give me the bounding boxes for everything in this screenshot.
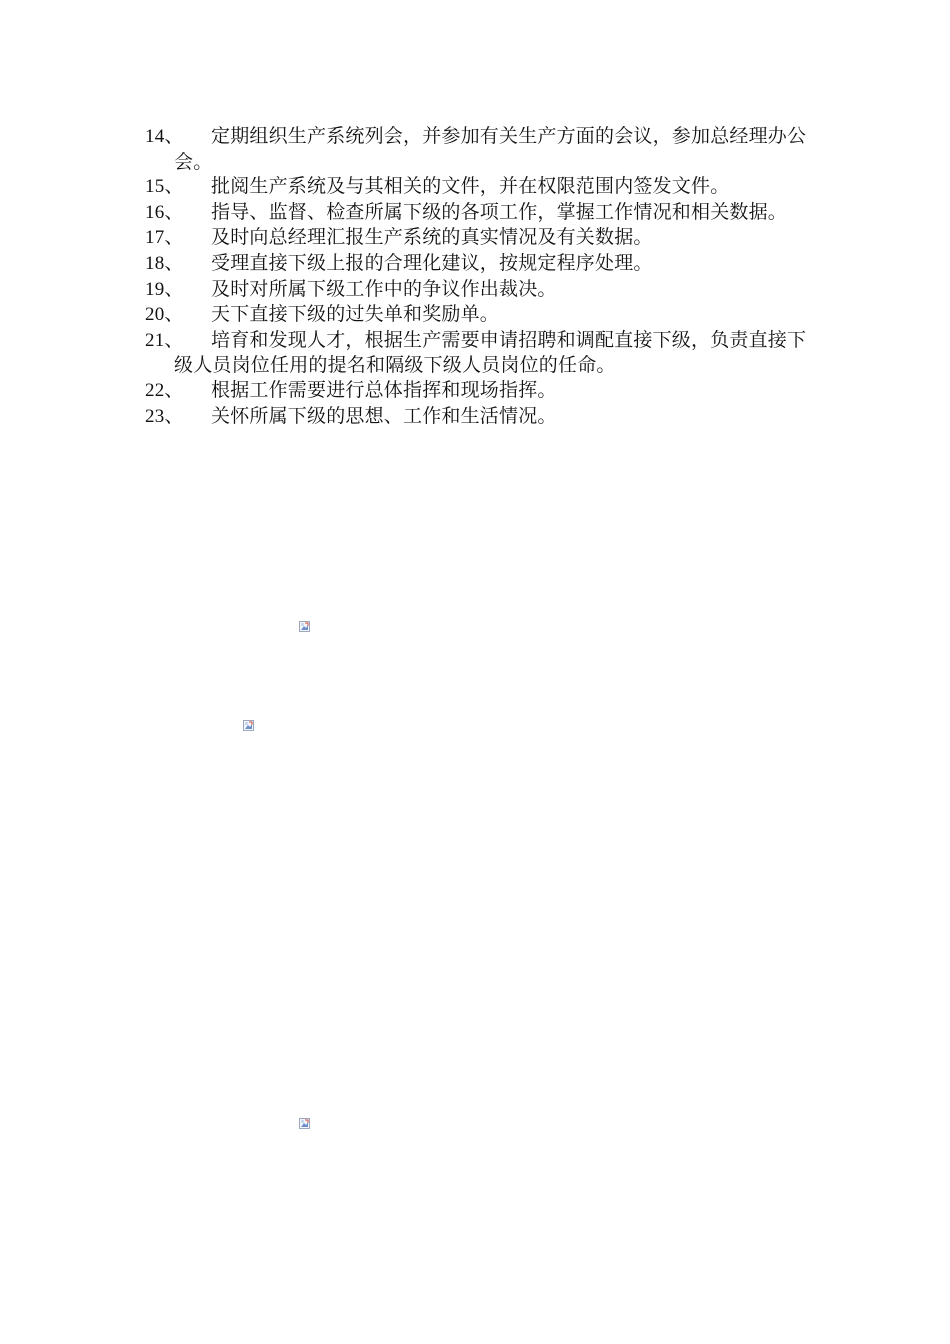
broken-image-icon	[299, 621, 310, 632]
list-item	[145, 378, 813, 404]
item-number: 16、	[145, 201, 184, 223]
item-text: 定期组织生产系统列会，并参加有关生产方面的会议，参加总经理办公会。	[174, 125, 807, 173]
list-item	[145, 277, 813, 303]
item-text: 关怀所属下级的思想、工作和生活情况。	[211, 404, 557, 427]
list-item	[145, 225, 813, 251]
item-number: 17、	[145, 227, 184, 249]
item-number: 21、	[145, 329, 184, 351]
duty-list	[145, 124, 813, 429]
item-text: 受理直接下级上报的合理化建议，按规定程序处理。	[211, 251, 653, 274]
list-item	[145, 328, 813, 378]
list-item	[145, 251, 813, 277]
list-item	[145, 174, 813, 200]
item-number: 19、	[145, 278, 184, 300]
broken-image-icon	[243, 720, 254, 731]
item-number: 18、	[145, 252, 184, 274]
item-number: 22、	[145, 379, 184, 401]
item-text: 及时对所属下级工作中的争议作出裁决。	[211, 277, 557, 300]
item-number: 23、	[145, 405, 184, 427]
list-item	[145, 404, 813, 430]
broken-image-icon	[299, 1118, 310, 1129]
item-text: 及时向总经理汇报生产系统的真实情况及有关数据。	[211, 226, 653, 249]
item-number: 14、	[145, 126, 184, 147]
item-number: 15、	[145, 176, 184, 198]
list-item	[145, 200, 813, 226]
list-item	[145, 302, 813, 328]
item-number: 20、	[145, 304, 184, 326]
item-text: 根据工作需要进行总体指挥和现场指挥。	[211, 378, 557, 401]
item-text: 批阅生产系统及与其相关的文件，并在权限范围内签发文件。	[211, 175, 730, 198]
item-text: 培育和发现人才，根据生产需要申请招聘和调配直接下级，负责直接下级人员岗位任用的提名和隔级下级人员岗位的任命。	[174, 328, 807, 377]
item-text: 天下直接下级的过失单和奖励单。	[211, 303, 500, 326]
item-text: 指导、监督、检查所属下级的各项工作，掌握工作情况和相关数据。	[211, 200, 788, 223]
list-item	[145, 124, 813, 174]
